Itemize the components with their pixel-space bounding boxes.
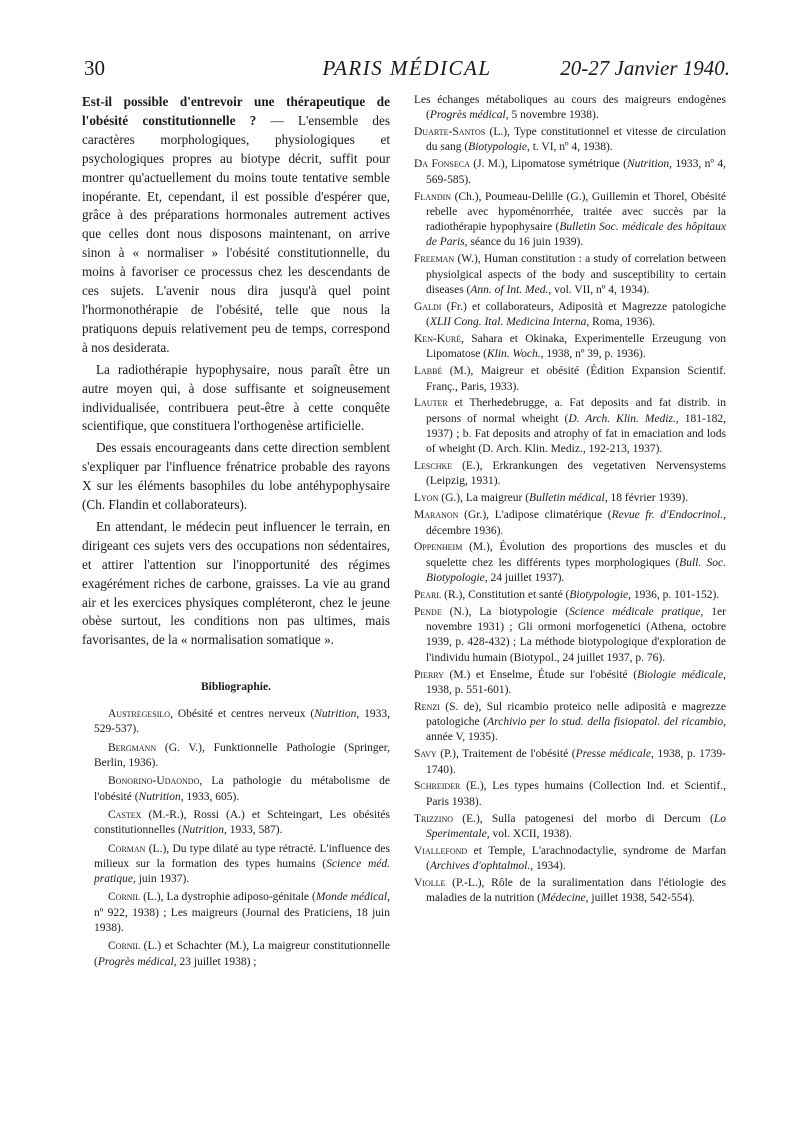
entry-author: Duarte-Santos xyxy=(414,126,486,139)
entry-source: Presse médicale xyxy=(575,748,651,761)
entry-tail: , 5 novembre 1938). xyxy=(505,109,599,122)
bibliography-entry xyxy=(414,668,726,699)
entry-source: Biologie médicale xyxy=(637,668,724,681)
entry-source: Bulletin médical xyxy=(529,492,605,505)
entry-author: Labbé xyxy=(414,365,443,378)
bibliography-entry xyxy=(414,300,726,331)
entry-text: (M.), Maigreur et obésité (Édition Expansion Scientif. Franç., Paris, 1933). xyxy=(426,365,726,393)
entry-source: Science méd. pratique xyxy=(94,857,390,886)
entry-source: Ann. of Int. Med. xyxy=(470,283,549,296)
entry-tail: , 1938, p. 1739-1740). xyxy=(426,748,727,776)
entry-text: et Temple, L'arachnodactylie, syndrome de Marfan ( xyxy=(426,844,726,873)
entry-author: Pierry xyxy=(414,668,444,681)
entry-text: (J. M.), Lipomatose symétrique ( xyxy=(469,158,627,171)
entry-author: Bergmann xyxy=(108,741,157,754)
bibliography-entry xyxy=(414,396,726,457)
entry-text: (R.), Constitution et santé ( xyxy=(441,588,570,601)
entry-text: (L.), Du type dilaté au type rétracté. L'influence des milieux sur la formation des types humains ( xyxy=(94,842,390,870)
bibliography-entry xyxy=(414,364,726,395)
entry-author: Lyon xyxy=(414,492,439,505)
entry-text: (Ch.), Poumeau-Delille (G.), Guillemin et Thorel, Obésité rebelle avec hypoménorrhée, traitée avec succès par la radiothérapie hypophysaire ( xyxy=(426,190,726,234)
bibliography-entry xyxy=(414,93,726,124)
bibliography-entry xyxy=(82,890,390,936)
right-column xyxy=(414,93,726,908)
entry-tail: , juillet 1938, 542-554). xyxy=(585,892,695,905)
entry-tail: , année V, 1935). xyxy=(426,716,726,744)
entry-source: Biotypologie xyxy=(468,141,527,154)
body-paragraph: Des essais encourageants dans cette direction semblent s'expliquer par l'influence frénatrice probable des rayons X sur les éléments basophiles du lobe antéhypophysaire (Ch. Flandin et collaborateurs). xyxy=(82,440,390,513)
entry-tail: , 1933, 587). xyxy=(224,824,283,837)
entry-source: D. Arch. Klin. Mediz. xyxy=(568,412,676,425)
entry-tail: , décembre 1936). xyxy=(426,509,727,537)
entry-author: Da Fonseca xyxy=(414,158,470,171)
entry-author: Cornil xyxy=(108,891,141,904)
entry-tail: , vol. VII, nº 4, 1934). xyxy=(548,283,650,296)
entry-author: Ken-Kuré xyxy=(414,333,462,346)
entry-source: Archives d'ophtalmol. xyxy=(429,860,531,873)
bibliography-entry xyxy=(414,540,726,586)
bibliography-entry xyxy=(414,844,726,875)
entry-text: (G.), La maigreur ( xyxy=(438,492,530,505)
journal-title: PARIS MÉDICAL xyxy=(322,56,492,80)
bibliography-entry xyxy=(82,774,390,805)
entry-tail: , 1er novembre 1931) ; Gli ormoni morfogenetici (Athena, octobre 1939, p. 428-432) ; La méthode biotypologique d'exploration de l'individu humain (Biotypol., 24 juillet 1937, p. 76). xyxy=(426,605,726,664)
entry-text: Les échanges métaboliques au cours des maigreurs endogènes ( xyxy=(414,94,726,122)
entry-text: (L.), La dystrophie adiposo-génitale ( xyxy=(140,891,316,904)
bibliography-entry xyxy=(414,508,726,539)
section-question-heading: Est-il possible d'entrevoir une thérapeutique de l'obésité constitutionnelle ? xyxy=(82,94,390,128)
entry-tail: , séance du 16 juin 1939). xyxy=(464,236,584,249)
entry-text: (S. de), Sul ricambio proteico nelle adiposità e magrezze patologiche ( xyxy=(426,700,726,729)
entry-text: (E.), Les types humains (Collection Ind. et Scientif., Paris 1938). xyxy=(426,780,726,808)
body-paragraph: La radiothérapie hypophysaire, nous paraît être un autre moyen qui, à dose suffisante et soigneusement individualisée, contribuera peut-être à cette conquête scientifique, que constituera l'orthogenèse artificielle. xyxy=(82,361,390,434)
entry-tail: , 1936, p. 101-152). xyxy=(628,588,720,601)
entry-author: Cornil xyxy=(108,940,141,953)
entry-source: Nutrition xyxy=(314,708,357,721)
entry-tail: , 1933, 529-537). xyxy=(94,708,391,736)
bibliography-entry xyxy=(414,491,726,506)
entry-source: Nutrition xyxy=(181,824,225,837)
entry-tail: , nº 922, 1938) ; Les maigreurs (Journal des Praticiens, 18 juin 1938). xyxy=(94,891,390,935)
entry-author: Leschke xyxy=(414,460,453,473)
entry-author: Oppenheim xyxy=(414,541,463,554)
entry-author: Schreider xyxy=(414,780,461,793)
entry-source: Archivio per lo stud. della fisiopatol. del ricambio xyxy=(487,716,724,729)
bibliography-entry xyxy=(82,707,390,738)
bibliography-entry xyxy=(414,252,726,298)
bibliography-entry xyxy=(82,939,390,970)
entry-text: (M.-R.), Rossi (A.) et Schteingart, Les obésités constitutionnelles ( xyxy=(94,808,390,837)
entry-source: Progrès médical xyxy=(97,955,174,968)
bibliography-entry xyxy=(414,747,726,778)
entry-source: Biotypologie xyxy=(569,588,629,601)
entry-tail: , t. VI, nº 4, 1938). xyxy=(526,141,613,154)
entry-source: Klin. Woch. xyxy=(487,348,541,361)
entry-source: Monde médical xyxy=(315,891,388,904)
issue-date: 20-27 Janvier 1940. xyxy=(560,56,730,80)
entry-author: Maranon xyxy=(414,509,459,522)
entry-author: Lauter xyxy=(414,397,448,410)
entry-text: et Therhedebrugge, a. Fat deposits and fat distrib. in persons of normal wheight ( xyxy=(426,397,726,425)
entry-tail: , 1933, nº 4, 569-585). xyxy=(426,158,726,186)
entry-tail: , 1934). xyxy=(530,860,566,873)
bibliography-entry xyxy=(82,842,390,888)
entry-tail: , 181-182, 1937) ; b. Fat deposits and atrophy of fat in emaciation and lods of wheight (D. Arch. Klin. Mediz., 192-213, 1937). xyxy=(426,412,726,456)
entry-author: Pende xyxy=(414,605,442,618)
entry-author: Renzi xyxy=(414,700,440,713)
bibliography-entry xyxy=(414,332,726,363)
entry-text: , Obésité et centres nerveux ( xyxy=(170,708,315,721)
entry-text: , La pathologie du métabolisme de l'obésité ( xyxy=(94,775,390,803)
entry-source: Progrès médical xyxy=(429,109,506,122)
entry-text: , Sahara et Okinaka, Experimentelle Erzeugung von Lipomatose ( xyxy=(426,333,726,361)
entry-text: (L.), Type constitutionnel et vitesse de circulation du sang ( xyxy=(426,126,726,154)
entry-tail: , 23 juillet 1938) ; xyxy=(173,955,257,968)
entry-author: Savy xyxy=(414,748,437,761)
bibliography-entry xyxy=(414,157,726,188)
entry-tail: , Roma, 1936). xyxy=(586,316,656,329)
lead-paragraph-text: — L'ensemble des caractères morphologiques, physiologiques et psychologiques propres au biotype décrit, suffit pour montrer qu'actuellement du moins toute tentative semble inopérante. Et, cependant, il est possible d'espérer que, grâce à des préparations hormonales autrement actives que celles dont nous disposons maintenant, on arrive sinon à « normaliser » l'obésité constitutionnelle, du moins à favoriser ce processus chez les descendants de ces sujets. L'avenir nous dira jusqu'à quel point l'hormonothérapie de l'obésité, telle que nous la pratiquons depuis relativement peu de temps, correspond à nos desiderata. xyxy=(82,112,391,355)
entry-tail: , vol. XCII, 1938). xyxy=(486,827,572,840)
bibliography-entry xyxy=(414,190,726,251)
entry-text: (W.), Human constitution : a study of correlation between physiolgical aspects of the body and susceptibility to certain diseases ( xyxy=(426,253,726,296)
entry-source: XLII Cong. Ital. Medicina Interna xyxy=(429,316,587,329)
entry-source: Bulletin Soc. médicale des hôpitaux de Paris xyxy=(426,221,726,249)
entry-text: (M.), Évolution des proportions des muscles et du squelette chez les différents types morphologiques ( xyxy=(426,541,726,569)
entry-author: Freeman xyxy=(414,253,455,266)
bibliography-heading: Bibliographie. xyxy=(201,681,271,694)
bibliography-list-left xyxy=(82,707,390,970)
left-column xyxy=(82,93,390,973)
entry-source: Lo Sperimentale xyxy=(426,812,726,840)
entry-author: Galdi xyxy=(414,300,442,313)
entry-text: (Fr.) et collaborateurs, Adiposità et Magrezze patologiche ( xyxy=(426,300,726,329)
lead-paragraph xyxy=(82,93,390,358)
entry-tail: , 18 février 1939). xyxy=(604,492,689,505)
entry-author: Violle xyxy=(414,877,446,890)
entry-text: (N.), La biotypologie ( xyxy=(441,605,570,618)
entry-author: Pearl xyxy=(414,588,442,601)
entry-text: (P.-L.), Rôle de la suralimentation dans l'étiologie des maladies de la nutrition ( xyxy=(426,877,726,905)
entry-text: (M.) et Enselme, Étude sur l'obésité ( xyxy=(443,668,638,681)
running-header xyxy=(84,56,730,86)
bibliography-entry xyxy=(414,779,726,810)
entry-text: (G. V.), Funktionnelle Pathologie (Springer, Berlin, 1936). xyxy=(94,741,390,770)
entry-text: (P.), Traitement de l'obésité ( xyxy=(436,748,576,761)
entry-text: (L.) et Schachter (M.), La maigreur constitutionnelle ( xyxy=(94,940,390,968)
bibliography-entry xyxy=(414,125,726,156)
entry-source: Bull. Soc. Biotypologie xyxy=(426,556,726,585)
entry-source: Médecine xyxy=(540,892,586,905)
bibliography-entry xyxy=(414,459,726,490)
bibliography-entry xyxy=(414,700,726,746)
bibliography-entry xyxy=(414,588,726,603)
entry-author: Viallefond xyxy=(414,844,468,857)
entry-source: Science médicale pratique xyxy=(569,605,701,618)
bibliography-entry xyxy=(414,876,726,907)
entry-tail: , 1938, p. 551-601). xyxy=(426,668,726,696)
entry-source: Nutrition xyxy=(138,790,181,803)
bibliography-entry xyxy=(82,741,390,772)
bibliography-entry xyxy=(414,812,726,843)
entry-tail: , 24 juillet 1937). xyxy=(484,572,565,585)
entry-tail: , juin 1937). xyxy=(132,873,190,886)
entry-author: Trizzino xyxy=(414,812,454,825)
bibliography-entry xyxy=(82,808,390,839)
entry-author: Flandin xyxy=(414,190,452,203)
entry-tail: , 1938, nº 39, p. 1936). xyxy=(540,348,646,361)
body-paragraph: En attendant, le médecin peut influencer le terrain, en dirigeant ces sujets vers des occupations non sédentaires, et attirer l'attention sur l'inopportunité des régimes exagérément riches de carbone, graisses. La vie au grand air et les exercices physiques compléteront, chez le jeune obèse surtout, les conditions non pas ultimes, mais favorisantes, de la « normalisation somatique ». xyxy=(82,518,390,648)
bibliography-list-right xyxy=(414,93,726,907)
entry-text: (Gr.), L'adipose climatérique ( xyxy=(458,509,612,522)
entry-author: Bonorino-Udaondo xyxy=(108,775,200,788)
entry-source: Revue fr. d'Endocrinol. xyxy=(611,509,724,522)
entry-text: (E.), Erkrankungen des vegetativen Nervensystems (Leipzig, 1931). xyxy=(426,460,726,488)
entry-author: Austregesilo xyxy=(108,708,171,721)
entry-text: (E.), Sulla patogenesi del morbo di Dercum ( xyxy=(453,812,714,825)
bibliography-entry xyxy=(414,605,726,666)
entry-source: Nutrition xyxy=(626,158,670,171)
entry-author: Castex xyxy=(108,808,142,821)
entry-author: Corman xyxy=(108,842,146,855)
entry-tail: , 1933, 605). xyxy=(180,790,240,803)
page-number: 30 xyxy=(84,56,105,80)
